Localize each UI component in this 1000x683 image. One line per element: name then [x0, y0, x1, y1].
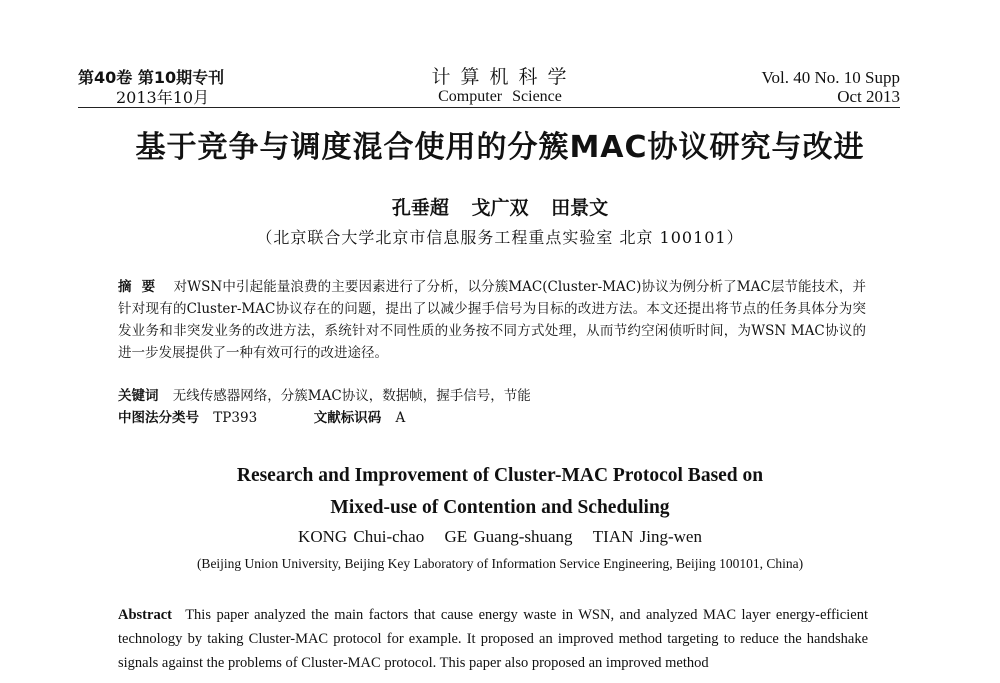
- author-en: GE Guang-shuang: [444, 527, 573, 546]
- clc-label: 中图法分类号: [118, 410, 199, 426]
- header-date-zh: 2013年10月: [116, 88, 210, 107]
- header-volume-issue: 第40卷 第10期专刊: [78, 68, 225, 87]
- abstract-en-text: This paper analyzed the main factors that cause energy waste in WSN, and analyzed MAC layer energy-efficient technology by taking Cluster-MAC protocol for example. It proposed an improved method targeting to reduce the handshake signals against the problems of Cluster-MAC protocol. This paper also proposed an improved method: [118, 607, 868, 671]
- header-volume-info-en: [761, 68, 900, 106]
- keywords-zh-label: 关键词: [118, 388, 159, 404]
- keywords-zh: [118, 386, 531, 406]
- affiliation-zh: （北京联合大学北京市信息服务工程重点实验室 北京 100101）: [256, 228, 744, 247]
- abstract-en: [118, 603, 868, 675]
- header-volume-info: [78, 68, 225, 107]
- journal-name-zh: 计算机科学: [431, 66, 577, 88]
- authors-zh: 孔垂超 戈广双 田景文: [391, 197, 609, 219]
- abstract-en-label: Abstract: [118, 607, 172, 623]
- paper-title-en: [0, 460, 1000, 524]
- header-volume-en: Vol. 40 No. 10 Supp: [761, 68, 900, 87]
- abstract-zh-text: 对WSN中引起能量浪费的主要因素进行了分析，以分簇MAC(Cluster-MAC)协议为例分析了MAC层节能技术，并针对现有的Cluster-MAC协议存在的问题，提出了以减少握手信号为目标的改进方法。本文还提出将节点的任务具体分为突发业务和非突发业务的改进方法，系统针对不同性质的业务按不同方式处理，从而节约空闲侦听时间，为WSN MAC协议的进一步发展提供了一种有效可行的改进途径。: [118, 279, 867, 361]
- paper-title-zh: 基于竞争与调度混合使用的分簇MAC协议研究与改进: [135, 130, 865, 165]
- journal-name-en: Computer Science: [438, 88, 562, 105]
- doc-code-label: 文献标识码: [313, 410, 382, 426]
- header-date-en: Oct 2013: [837, 87, 900, 106]
- header-journal: [400, 66, 600, 106]
- abstract-zh: [118, 276, 866, 364]
- paper-title-en-line2: Mixed-use of Contention and Scheduling: [330, 497, 670, 518]
- classification-line: [118, 408, 405, 428]
- affiliation-en: (Beijing Union University, Beijing Key Laboratory of Information Service Engineering, Beijing 100101, China): [196, 556, 804, 571]
- abstract-zh-label: 摘要: [118, 279, 166, 295]
- header-rule: [78, 107, 900, 108]
- authors-en: [0, 527, 1000, 547]
- author-en: KONG Chui-chao: [298, 527, 425, 546]
- keywords-zh-text: 无线传感器网络，分簇MAC协议，数据帧，握手信号，节能: [172, 388, 531, 404]
- author-en: TIAN Jing-wen: [592, 527, 702, 546]
- doc-code-value: A: [395, 410, 406, 426]
- paper-title-en-line1: Research and Improvement of Cluster-MAC Protocol Based on: [236, 465, 764, 486]
- clc-value: TP393: [213, 410, 258, 426]
